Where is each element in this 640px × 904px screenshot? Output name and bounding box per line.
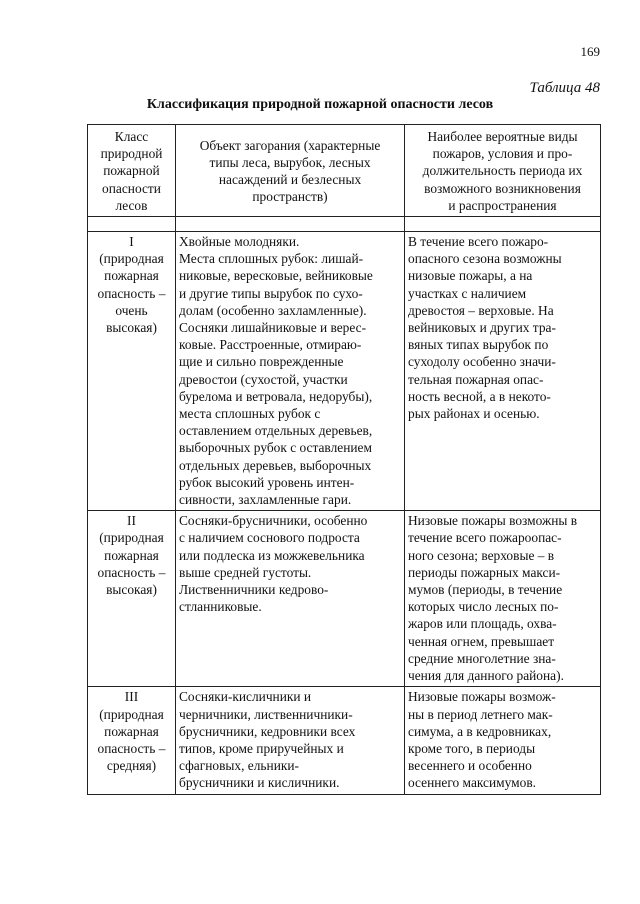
row-fires-cell: Низовые пожары возмож- ны в период летнего мак- симума, а в кедровниках, кроме того, в периоды весеннего и особенно осеннего максимумов.	[405, 687, 601, 794]
spacer-cell	[88, 217, 176, 232]
table-row	[88, 232, 601, 511]
table-header-row	[88, 125, 601, 217]
row-fires-cell: В течение всего пожаро- опасного сезона возможны низовые пожары, а на участках с наличием древостоя – верховые. На вейниковых и других тра- вяных типах вырубок по суходолу особенно значи- тельная пожарная опас- ность весной, а в некото- рых районах и осенью.	[405, 232, 601, 511]
row-objects-cell: Сосняки-брусничники, особенно с наличием соснового подроста или подлеска из можжевельника выше средней густоты. Лиственничники кедрово- стланниковые.	[176, 511, 405, 687]
row-objects-cell: Хвойные молодняки. Места сплошных рубок: лишай- никовые, вересковые, вейниковые и другие типы вырубок по сухо- долам (особенно захламленные). Сосняки лишайниковые и верес- ковые. Расстроенные, отмираю- щие и сильно поврежденные древостои (сухостой, участки бурелома и ветровала, недорубы), места сплошных рубок с оставлением отдельных деревьев, выборочных рубок с оставлением отдельных деревьев, выборочных рубок высокий уровень интен- сивности, захламленные гари.	[176, 232, 405, 511]
table-label: Таблица 48	[529, 80, 600, 96]
row-fires-cell: Низовые пожары возможны в течение всего пожароопас- ного сезона; верховые – в периоды пожарных макси- мумов (периоды, в течение которых число лесных по- жаров или площадь, охва- ченная огнем, превышает средние многолетние зна- чения для данного района).	[405, 511, 601, 687]
table-row	[88, 511, 601, 687]
classification-table	[87, 124, 601, 795]
page-number: 169	[580, 44, 600, 59]
header-objects: Объект загорания (характерные типы леса, вырубок, лесных насаждений и безлесных пространств)	[176, 125, 405, 217]
table-title: Классификация природной пожарной опасности лесов	[146, 97, 494, 112]
spacer-cell	[176, 217, 405, 232]
spacer-cell	[405, 217, 601, 232]
row-objects-cell: Сосняки-кисличники и черничники, лиственничники- брусничники, кедровники всех типов, кроме приручейных и сфагновых, ельники- брусничники и кисличники.	[176, 687, 405, 794]
row-class-cell: III (природная пожарная опасность – средняя)	[88, 687, 176, 794]
header-class: Класс природной пожарной опасности лесов	[88, 125, 176, 217]
header-fires: Наиболее вероятные виды пожаров, условия и про- должительность периода их возможного возникновения и распространения	[405, 125, 601, 217]
row-class-cell: I (природная пожарная опасность – очень высокая)	[88, 232, 176, 511]
table-spacer-row	[88, 217, 601, 232]
table-row	[88, 687, 601, 794]
row-class-cell: II (природная пожарная опасность – высокая)	[88, 511, 176, 687]
